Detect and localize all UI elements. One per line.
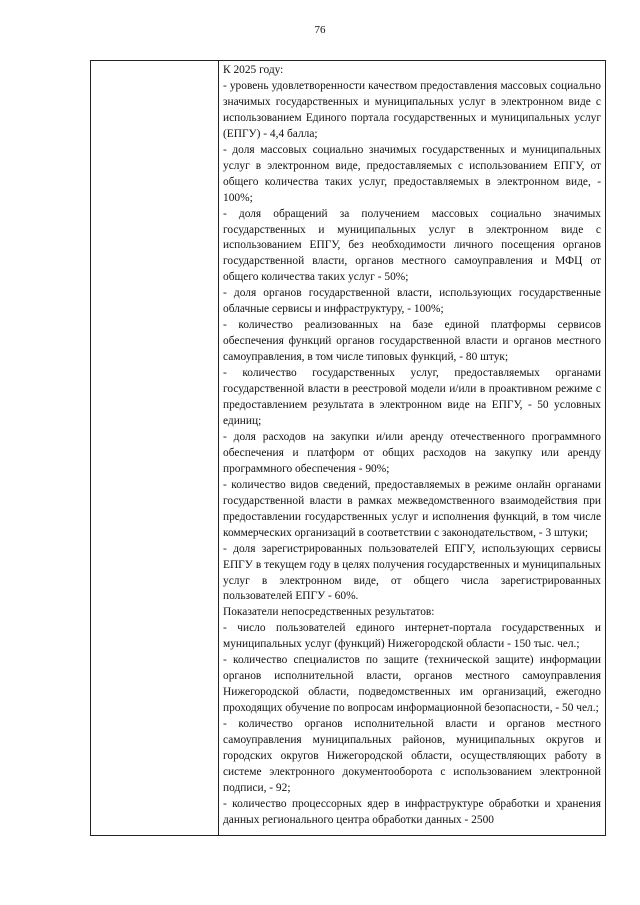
- paragraph: - число пользователей единого интернет-портала государственных и муниципальных услуг (функций) Нижегородской области - 150 тыс. чел.;: [223, 622, 601, 651]
- content-cell: [219, 61, 606, 836]
- section-heading: Показатели непосредственных результатов:: [223, 606, 435, 619]
- paragraph: - количество реализованных на базе единой платформы сервисов обеспечения функций органов государственной власти и органов местного самоуправления, в том числе типовых функций, - 80 штук;: [223, 319, 601, 364]
- paragraph: - уровень удовлетворенности качеством предоставления массовых социально значимых государственных и муниципальных услуг в электронном виде с использованием Единого портала государственных и муниципальных услуг (ЕПГУ) - 4,4 балла;: [223, 79, 601, 140]
- empty-left-cell: [91, 61, 219, 836]
- page-number: 76: [314, 24, 326, 36]
- paragraph: - количество видов сведений, предоставляемых в режиме онлайн органами государственной власти в рамках межведомственного взаимодействия при предоставлении государственных услуг и исполнения функций, в том числе коммерческих организаций в соответствии с законодательством, - 3 штуки;: [223, 478, 601, 539]
- paragraph: - доля расходов на закупки и/или аренду отечественного программного обеспечения и платформ от общих расходов на закупку или аренду программного обеспечения - 90%;: [223, 430, 601, 475]
- paragraph: - количество процессорных ядер в инфраструктуре обработки и хранения данных регионального центра обработки данных - 2500: [223, 797, 601, 826]
- indicators-table: [90, 60, 606, 836]
- paragraph: - количество органов исполнительной власти и органов местного самоуправления муниципальных районов, муниципальных округов и городских округов Нижегородской области, осуществляющих работу в системе электронного документооборота с использованием электронной подписи, - 92;: [223, 718, 601, 794]
- paragraph: К 2025 году:: [223, 64, 284, 76]
- paragraph: - количество государственных услуг, предоставляемых органами государственной власти в реестровой модели и/или в проактивном режиме с предоставлением результата в электронном виде на ЕПГУ, - 50 условных единиц;: [223, 367, 601, 427]
- paragraph: - количество специалистов по защите (технической защите) информации органов исполнительной власти, органов местного самоуправления Нижегородской области, подведомственных им организаций, ежегодно проходящих обучение по вопросам информационной безопасности, - 50 чел.;: [223, 654, 601, 715]
- paragraph: - доля зарегистрированных пользователей ЕПГУ, использующих сервисы ЕПГУ в текущем году в целях получения государственных и муниципальных услуг в электронном виде, от общего числа зарегистрированных пользователей ЕПГУ - 60%.: [223, 542, 601, 603]
- paragraph: - доля массовых социально значимых государственных и муниципальных услуг в электронном виде, предоставляемых с использованием ЕПГУ, от общего количества таких услуг, предоставляемых в электронном виде, - 100%;: [223, 143, 601, 204]
- table-row: [91, 61, 606, 836]
- content-text: [219, 61, 605, 835]
- paragraph: - доля обращений за получением массовых социально значимых государственных и муниципальных услуг в электронном виде с использованием ЕПГУ, без необходимости личного посещения органов государственной власти, органов местного самоуправления и МФЦ от общего количества таких услуг - 50%;: [223, 207, 601, 284]
- paragraph: - доля органов государственной власти, использующих государственные облачные сервисы и инфраструктуру, - 100%;: [223, 287, 601, 316]
